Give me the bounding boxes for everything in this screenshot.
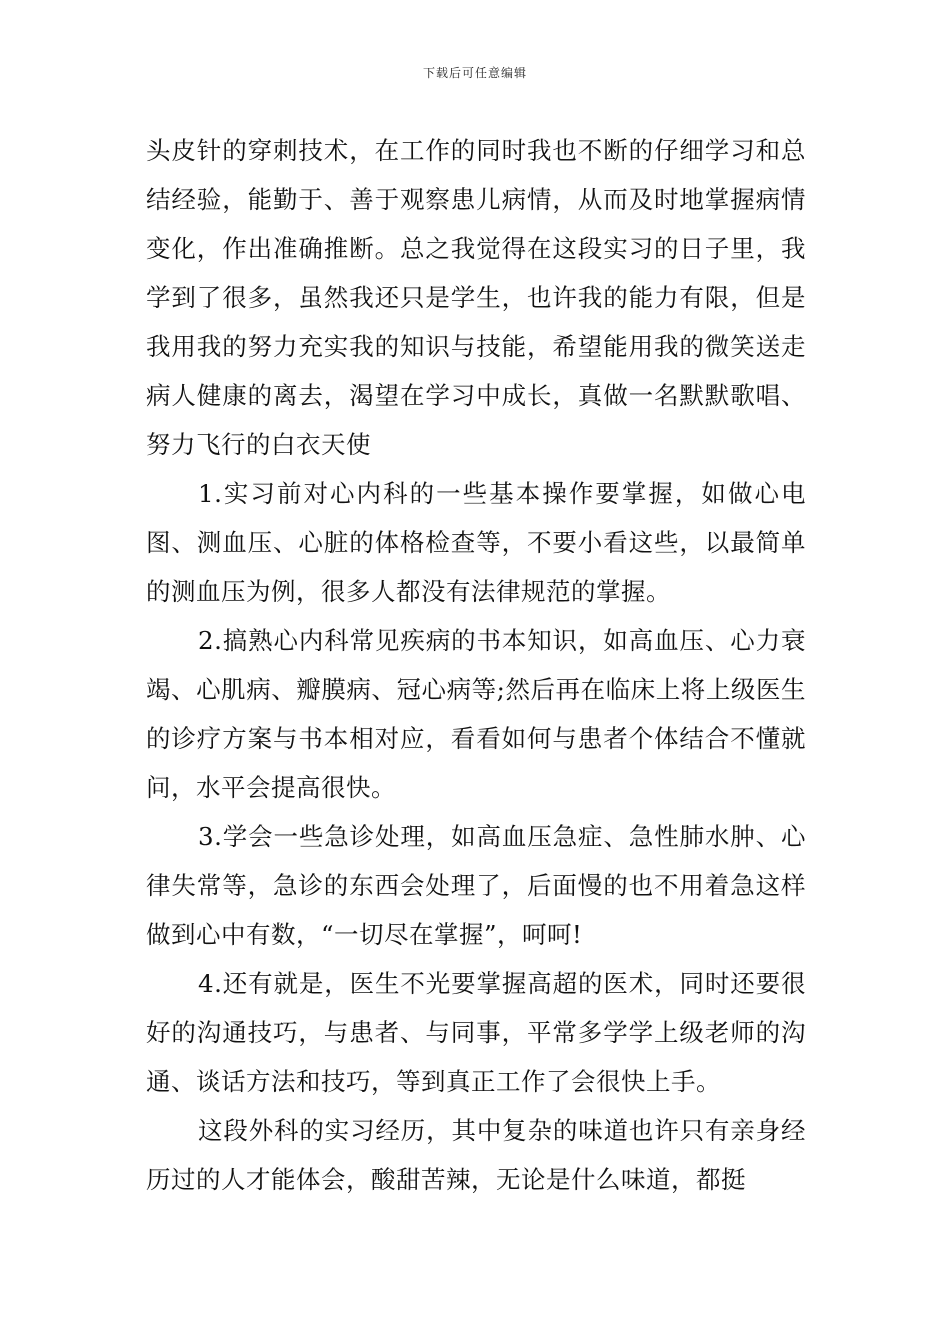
paragraph-2: 1.实习前对心内科的一些基本操作要掌握，如做心电图、测血压、心脏的体格检查等，不要小看这些，以最简单的测血压为例，很多人都没有法律规范的掌握。 (146, 479, 806, 606)
paragraph-4: 3.学会一些急诊处理，如高血压急症、急性肺水肿、心律失常等，急诊的东西会处理了，后面慢的也不用着急这样做到心中有数，“一切尽在掌握”，呵呵! (146, 822, 806, 949)
paragraph-5: 4.还有就是，医生不光要掌握高超的医术，同时还要很好的沟通技巧，与患者、与同事，平常多学学上级老师的沟通、谈话方法和技巧，等到真正工作了会很快上手。 (146, 969, 806, 1096)
page-header-note: 下载后可任意编辑 (422, 66, 527, 80)
document-body (146, 126, 806, 1204)
paragraph-6: 这段外科的实习经历，其中复杂的味道也许只有亲身经历过的人才能体会，酸甜苦辣，无论是什么味道，都挺 (146, 1116, 806, 1194)
paragraph-3: 2.搞熟心内科常见疾病的书本知识，如高血压、心力衰竭、心肌病、瓣膜病、冠心病等;然后再在临床上将上级医生的诊疗方案与书本相对应，看看如何与患者个体结合不懂就问，水平会提高很快。 (146, 626, 806, 802)
paragraph-1: 头皮针的穿刺技术，在工作的同时我也不断的仔细学习和总结经验，能勤于、善于观察患儿病情，从而及时地掌握病情变化，作出准确推断。总之我觉得在这段实习的日子里，我学到了很多，虽然我还只是学生，也许我的能力有限，但是我用我的努力充实我的知识与技能，希望能用我的微笑送走病人健康的离去，渴望在学习中成长，真做一名默默歌唱、努力飞行的白衣天使 (146, 136, 806, 459)
